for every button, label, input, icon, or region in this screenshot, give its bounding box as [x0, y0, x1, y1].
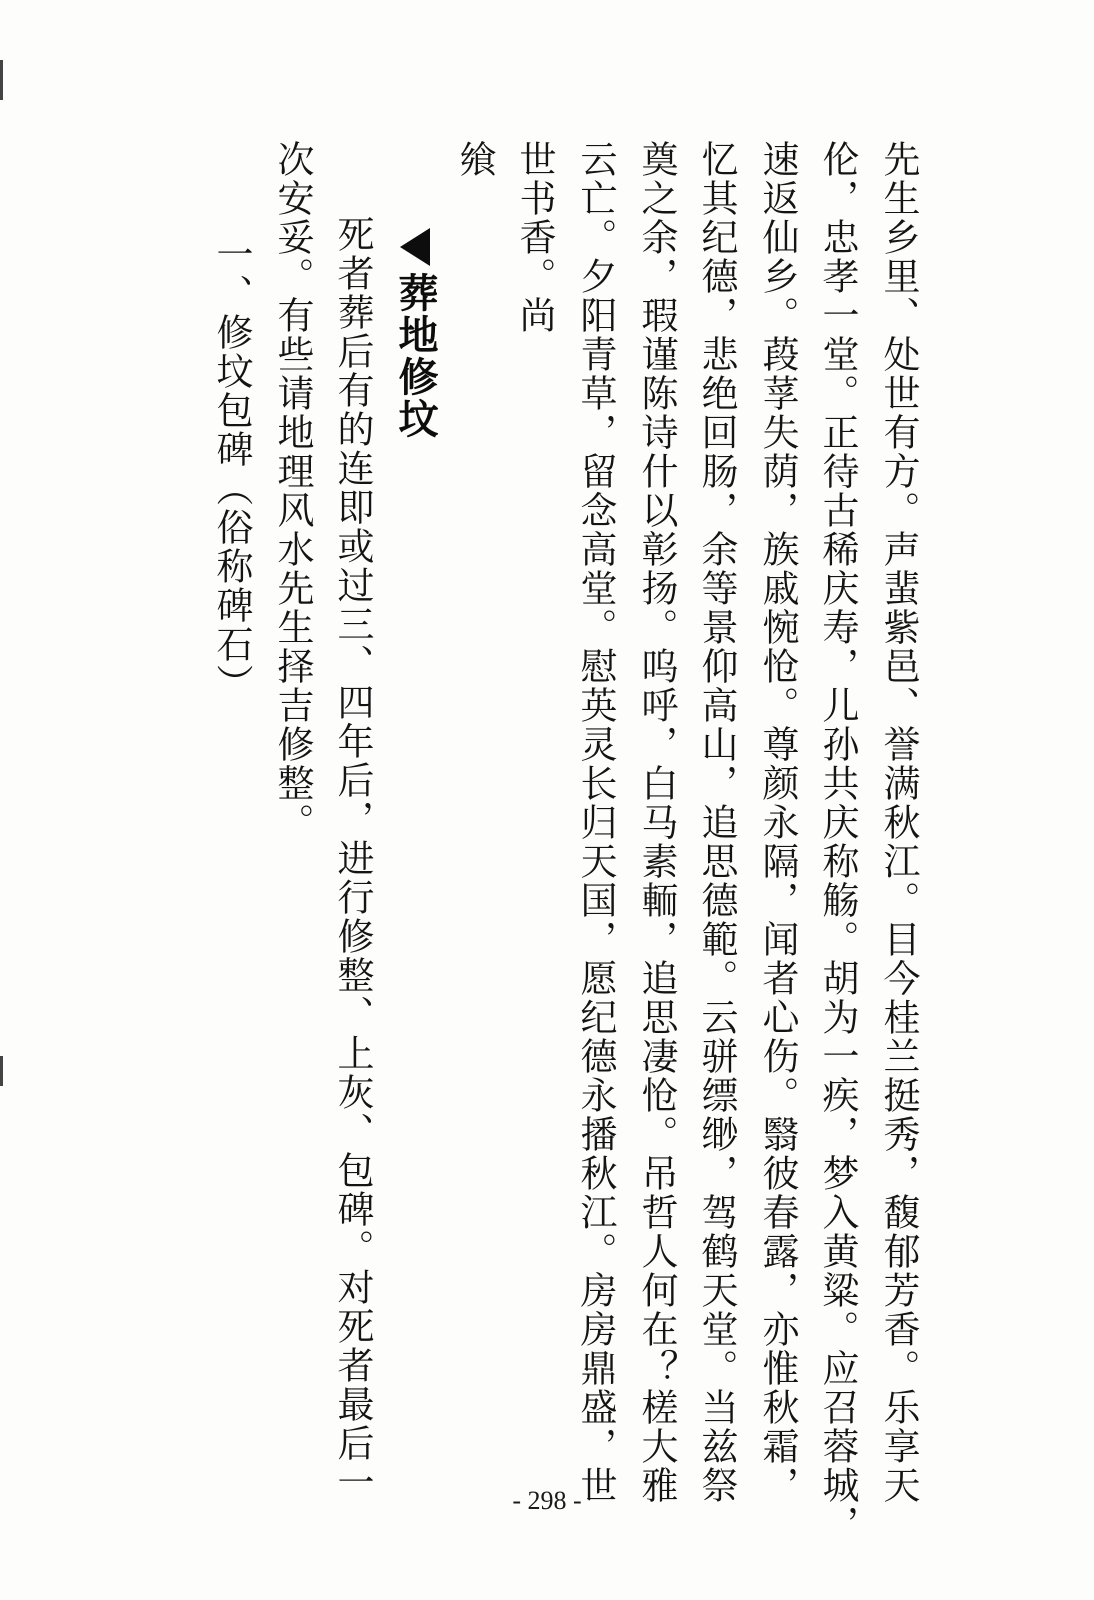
text-column-1: 先生乡里、处世有方。声蜚紫邑、誉满秋江。目今桂兰挺秀，馥郁芳香。乐享天 — [877, 140, 920, 1505]
text-column-2: 伦，忠孝一堂。正待古稀庆寿，儿孙共庆称觞。胡为一疾，梦入黄粱。应召蓉城， — [816, 140, 859, 1544]
scan-edge-mark — [0, 60, 3, 100]
section-heading — [393, 228, 437, 440]
text-column-3: 速返仙乡。葮莩失荫，族戚惋怆。尊颜永隔，闻者心伤。翳彼春露，亦惟秋霜， — [756, 140, 799, 1505]
text-column-7: 世书香。尚 — [513, 140, 556, 335]
paragraph-line-1: 死者葬后有的连即或过三、四年后，进行修整、上灰、包碑。对死者最后一 — [331, 215, 374, 1502]
paragraph-line-2: 次安妥。有些请地理风水先生择吉修整。 — [271, 140, 314, 842]
text-column-8: 飨 — [453, 140, 496, 179]
section-heading-text: 葬地修坟 — [392, 272, 438, 440]
list-item-1: 一、修坟包碑（俗称碑石） — [210, 235, 253, 703]
text-column-4: 忆其纪德，悲绝回肠，余等景仰高山，追思德範。云骈缥缈，驾鹤天堂。当兹祭 — [695, 140, 738, 1505]
triangle-bullet-icon — [400, 228, 430, 266]
text-column-5: 奠之余，瑕谨陈诗什以彰扬。呜呼，白马素輀，追思凄怆。吊哲人何在？槎大雅 — [635, 140, 678, 1505]
scan-edge-mark — [0, 1056, 3, 1086]
text-column-6: 云亡。夕阳青草，留念高堂。慰英灵长归天国，愿纪德永播秋江。房房鼎盛，世 — [574, 140, 617, 1505]
page-number: - 298 - — [512, 1486, 582, 1515]
